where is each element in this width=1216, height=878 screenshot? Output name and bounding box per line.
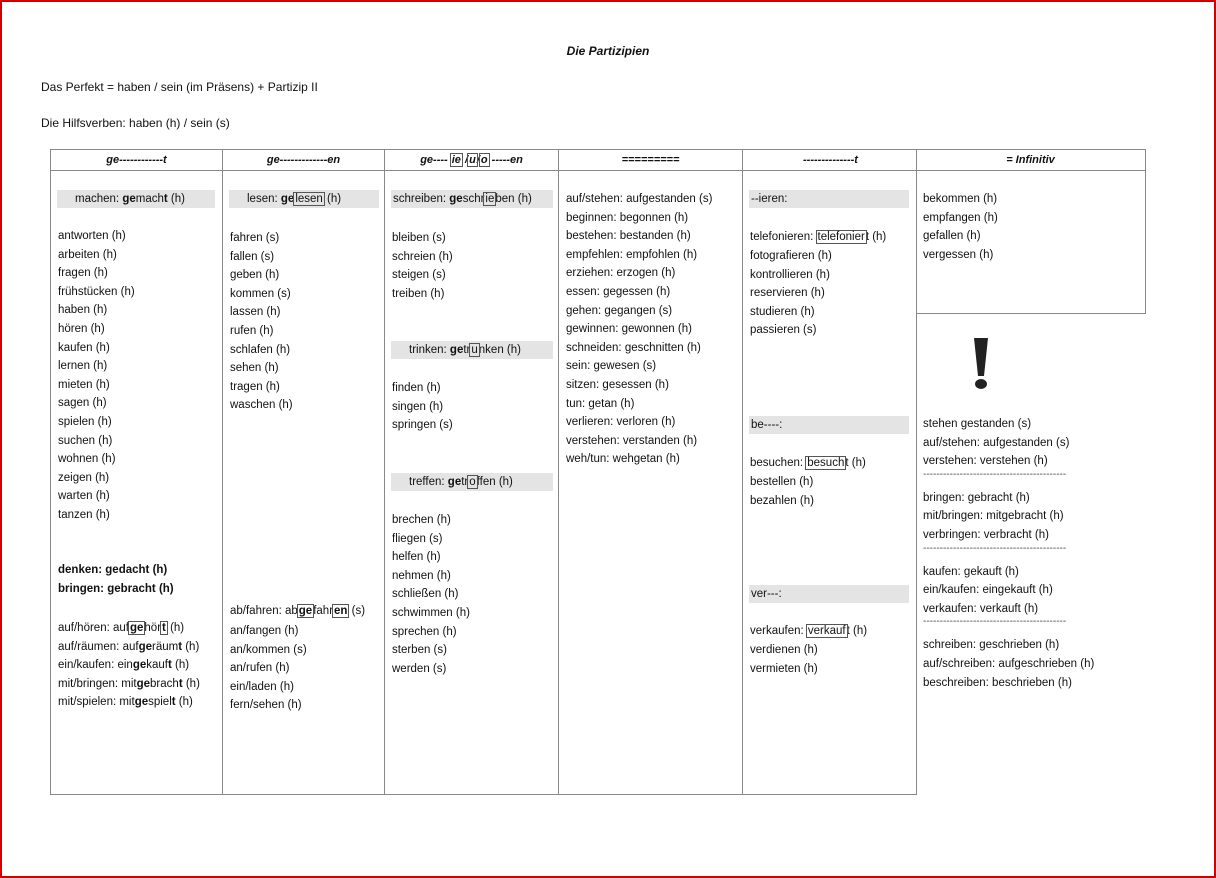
example-machen: machen: gemacht (h) (57, 190, 215, 208)
note-item: kaufen: gekauft (h) (923, 565, 1019, 578)
column-infinitive (916, 149, 1146, 314)
note-item: verstehen: verstehen (h) (923, 455, 1048, 468)
list-item: waschen (h) (230, 399, 293, 412)
bold-example-bringen: bringen: gebracht (h) (58, 583, 174, 595)
list-item: tun: getan (h) (566, 397, 635, 410)
list-item: gehen: gegangen (s) (566, 304, 673, 317)
list-item: verstehen: verstanden (h) (566, 434, 698, 447)
list-item: sein: gewesen (s) (566, 360, 657, 373)
list-item: nehmen (h) (392, 569, 451, 582)
list-item: helfen (h) (392, 551, 441, 564)
list-item: reservieren (h) (750, 287, 825, 300)
list-item: werden (s) (392, 662, 447, 675)
list-item: fotografieren (h) (750, 250, 832, 262)
list-item: vergessen (h) (923, 248, 994, 261)
list-item: springen (s) (392, 419, 453, 432)
list-item: schwimmen (h) (392, 607, 470, 619)
list-item: fragen (h) (58, 267, 108, 280)
auxiliary-verbs-line: Die Hilfsverben: haben (h) / sein (s) (41, 116, 230, 130)
header-ge-en: ge-------------en (223, 150, 384, 171)
page-title: Die Partizipien (566, 44, 650, 58)
column-ge-t (51, 150, 223, 794)
list-item: arbeiten (h) (58, 248, 117, 261)
list-item: fahren (s) (230, 232, 280, 244)
note-item: ein/kaufen: eingekauft (h) (923, 584, 1053, 597)
note-separator: ------------------------------------------- (923, 616, 1067, 628)
note-separator: ------------------------------------------- (923, 542, 1067, 554)
note-separator: ------------------------------------------- (923, 468, 1067, 480)
list-item: sehen (h) (230, 362, 279, 375)
list-item: essen: gegessen (h) (566, 286, 671, 298)
header-infinitive: = Infinitiv (916, 150, 1145, 171)
list-item: auf/stehen: aufgestanden (s) (566, 193, 713, 205)
group-be-label: be----: (749, 416, 909, 434)
list-item: bleiben (s) (392, 232, 446, 244)
list-item: an/fangen (h) (230, 625, 299, 637)
list-item: an/kommen (s) (230, 643, 307, 656)
list-item: gefallen (h) (923, 230, 981, 243)
example-treffen: treffen: getroffen (h) (391, 473, 553, 491)
column-ge-vowel-change (385, 150, 559, 794)
list-item: sitzen: gesessen (h) (566, 379, 669, 391)
group-ieren-label: --ieren: (749, 190, 909, 208)
list-item: steigen (s) (392, 269, 446, 282)
column-ge-en (223, 150, 385, 794)
list-item: tanzen (h) (58, 509, 110, 521)
list-item: treiben (h) (392, 287, 445, 300)
list-item: geben (h) (230, 269, 280, 282)
list-item: vermieten (h) (750, 662, 818, 675)
list-item: finden (h) (392, 382, 441, 394)
list-item: zeigen (h) (58, 471, 110, 484)
list-item: antworten (h) (58, 230, 126, 242)
example-lesen: lesen: gelesen (h) (229, 190, 379, 208)
list-item: rufen (h) (230, 325, 274, 337)
list-item: hören (h) (58, 323, 105, 335)
example-trinken: trinken: getrunken (h) (391, 341, 553, 359)
list-item: fliegen (s) (392, 532, 443, 545)
list-item: empfehlen: empfohlen (h) (566, 248, 698, 261)
header-ge-vowel-change: ge---- ie /u/o -----en (385, 150, 558, 171)
list-item: tragen (h) (230, 380, 280, 393)
list-item: haben (h) (58, 304, 108, 317)
list-item: an/rufen (h) (230, 662, 290, 675)
bold-example-denken: denken: gedacht (h) (58, 564, 168, 576)
example-besuchen: besuchen: besucht (h) (750, 457, 866, 469)
note-item: auf/schreiben: aufgeschrieben (h) (923, 658, 1095, 670)
group-ver-label: ver---: (749, 585, 909, 603)
list-item: schlafen (h) (230, 343, 291, 356)
list-item: lernen (h) (58, 360, 108, 373)
list-item: ein/laden (h) (230, 680, 294, 693)
list-item: frühstücken (h) (58, 285, 135, 298)
list-item: gewinnen: gewonnen (h) (566, 323, 692, 336)
list-item: schließen (h) (392, 588, 459, 601)
list-item: fallen (s) (230, 250, 275, 263)
exclamation-icon (966, 336, 996, 392)
list-item: fern/sehen (h) (230, 699, 302, 712)
list-item: kontrollieren (h) (750, 268, 830, 281)
participle-table (50, 149, 917, 795)
column-no-ge-t (743, 150, 918, 794)
list-item: schneiden: geschnitten (h) (566, 341, 701, 354)
note-item: verkaufen: verkauft (h) (923, 602, 1039, 615)
list-item: lassen (h) (230, 306, 281, 319)
list-item: warten (h) (58, 490, 110, 503)
note-item: bringen: gebracht (h) (923, 491, 1030, 504)
list-item: bestellen (h) (750, 476, 814, 488)
list-item: auf/räumen: aufgeräumt (h) (58, 640, 200, 653)
list-item: empfangen (h) (923, 211, 998, 224)
list-item: passieren (s) (750, 324, 817, 337)
list-item: erziehen: erzogen (h) (566, 267, 676, 280)
list-item: mieten (h) (58, 378, 110, 391)
example-schreiben: schreiben: geschrieben (h) (391, 190, 553, 208)
list-item: sprechen (h) (392, 625, 457, 638)
header-irregular: ========= (559, 150, 742, 171)
list-item: weh/tun: wehgetan (h) (566, 453, 680, 466)
example-verkaufen: verkaufen: verkauft (h) (750, 625, 868, 637)
list-item: spielen (h) (58, 416, 112, 428)
list-item: suchen (h) (58, 434, 113, 447)
note-item: schreiben: geschrieben (h) (923, 639, 1060, 652)
list-item: studieren (h) (750, 305, 815, 318)
list-item: sagen (h) (58, 397, 107, 410)
list-item: verdienen (h) (750, 644, 818, 656)
list-item: schreien (h) (392, 250, 453, 263)
perfekt-formula: Das Perfekt = haben / sein (im Präsens) + Partizip II (41, 80, 318, 94)
list-item: singen (h) (392, 400, 444, 413)
list-item: brechen (h) (392, 514, 451, 526)
list-item: sterben (s) (392, 644, 447, 657)
list-item: wohnen (h) (58, 453, 116, 466)
example-telefonieren: telefonieren: telefoniert (h) (750, 231, 887, 243)
column-irregular (559, 150, 743, 794)
header-no-ge-t: --------------t (743, 150, 918, 171)
list-item: kaufen (h) (58, 341, 110, 354)
list-item: kommen (s) (230, 287, 291, 300)
note-item: mit/bringen: mitgebracht (h) (923, 510, 1064, 523)
list-item: bezahlen (h) (750, 494, 814, 507)
list-item: ein/kaufen: eingekauft (h) (58, 659, 190, 672)
list-item: mit/bringen: mitgebracht (h) (58, 677, 200, 690)
note-item: stehen gestanden (s) (923, 418, 1032, 430)
list-item: auf/hören: aufgehört (h) (58, 622, 185, 634)
header-ge-t: ge------------t (51, 150, 222, 171)
list-item: verlieren: verloren (h) (566, 416, 676, 429)
note-item: verbringen: verbracht (h) (923, 529, 1049, 541)
note-item: beschreiben: beschrieben (h) (923, 676, 1072, 689)
list-item: beginnen: begonnen (h) (566, 211, 689, 224)
list-item: bestehen: bestanden (h) (566, 230, 691, 243)
list-item: mit/spielen: mitgespielt (h) (58, 696, 193, 709)
list-item: bekommen (h) (923, 193, 998, 205)
separable-example-abfahren: ab/fahren: abgefahren (s) (230, 605, 366, 617)
note-item: auf/stehen: aufgestanden (s) (923, 436, 1070, 449)
